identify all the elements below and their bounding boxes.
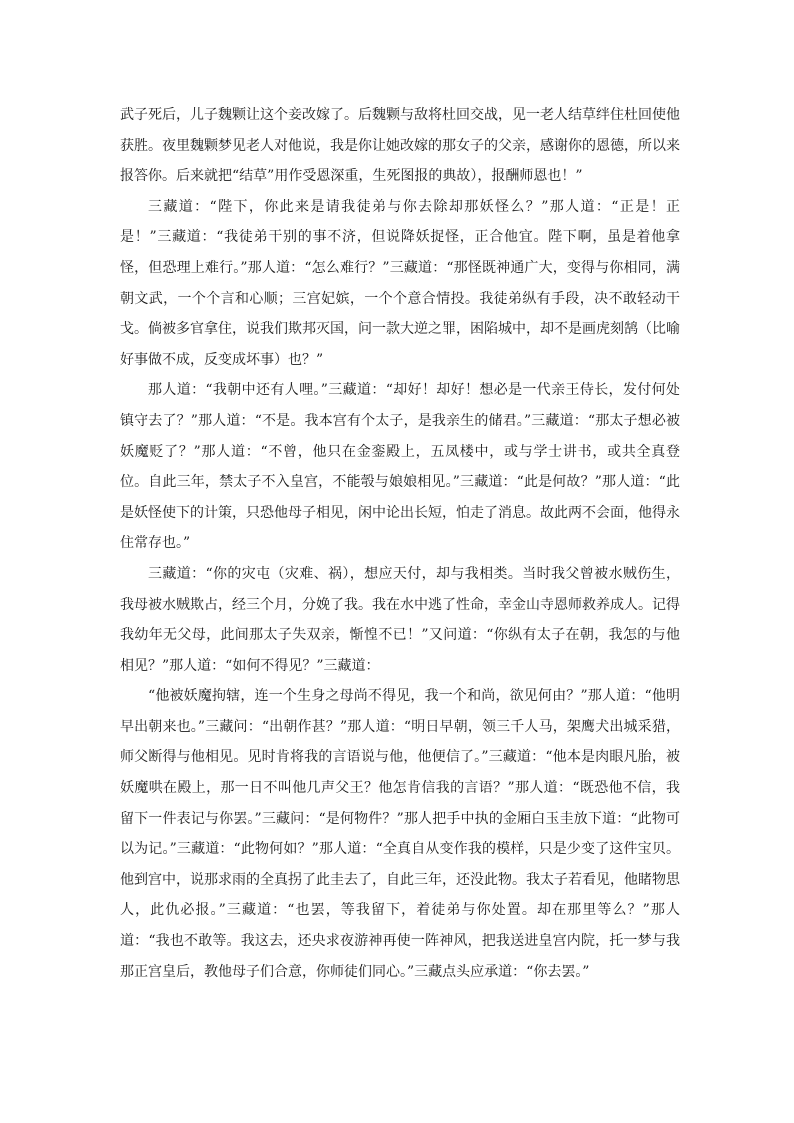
document-body [120, 100, 680, 987]
paragraph: “他被妖魔拘辖，连一个生身之母尚不得见，我一个和尚，欲见何由？”那人道：“他明早出朝来也。”三藏问：“出朝作甚？”那人道：“明日早朝，领三千人马，架鹰犬出城采猎，师父断得与他相见。见时肯将我的言语说与他，他便信了。”三藏道：“他本是肉眼凡胎，被妖魔哄在殿上，那一日不叫他几声父王？他怎肯信我的言语？”那人道：“既恐他不信，我留下一件表记与你罢。”三藏问：“是何物件？”那人把手中执的金厢白玉圭放下道：“此物可以为记。”三藏道：“此物何如？”那人道：“全真自从变作我的模样，只是少变了这件宝贝。他到宫中，说那求雨的全真拐了此圭去了，自此三年，还没此物。我太子若看见，他睹物思人，此仇必报。”三藏道：“也罢，等我留下，着徒弟与你处置。却在那里等么？”那人道：“我也不敢等。我这去，还央求夜游神再使一阵神风，把我送进皇宫内院，托一梦与我那正宫皇后，教他母子们合意，你师徒们同心。”三藏点头应承道：“你去罢。” [120, 688, 680, 980]
paragraph: 三藏道：“陛下，你此来是请我徒弟与你去除却那妖怪么？”那人道：“正是！正是！”三藏道：“我徒弟干别的事不济，但说降妖捉怪，正合他宜。陛下啊，虽是着他拿怪，但恐理上难行。”那人道：“怎么难行？”三藏道：“那怪既神通广大，变得与你相同，满朝文武，一个个言和心顺；三宫妃嫔，一个个意合情投。我徒弟纵有手段，决不敢轻动干戈。倘被多官拿住，说我们欺邦灭国，问一款大逆之罪，困陷城中，却不是画虎刻鹄（比喻好事做不成，反变成坏事）也？” [120, 198, 680, 368]
paragraph: 三藏道：“你的灾屯（灾难、祸），想应天付，却与我相类。当时我父曾被水贼伤生，我母被水贼欺占，经三个月，分娩了我。我在水中逃了性命，幸金山寺恩师救养成人。记得我幼年无父母，此间那太子失双亲，惭惶不已！”又问道：“你纵有太子在朝，我怎的与他相见？”那人道：“如何不得见？”三藏道： [120, 565, 680, 674]
paragraph: 那人道：“我朝中还有人哩。”三藏道：“却好！却好！想必是一代亲王侍长，发付何处镇守去了？”那人道：“不是。我本宫有个太子，是我亲生的储君。”三藏道：“那太子想必被妖魔贬了？”那人道：“不曾，他只在金銮殿上，五凤楼中，或与学士讲书，或共全真登位。自此三年，禁太子不入皇宫，不能彀与娘娘相见。”三藏道：“此是何故？”那人道：“此是妖怪使下的计策，只恐他母子相见，闲中论出长短，怕走了消息。故此两不会面，他得永住常存也。” [120, 382, 680, 552]
paragraph: 武子死后，儿子魏颗让这个妾改嫁了。后魏颗与敌将杜回交战，见一老人结草绊住杜回使他获胜。夜里魏颗梦见老人对他说，我是你让她改嫁的那女子的父亲，感谢你的恩德，所以来报答你。后来就把“结草”用作受恩深重，生死图报的典故），报酬师恩也！” [120, 107, 680, 185]
